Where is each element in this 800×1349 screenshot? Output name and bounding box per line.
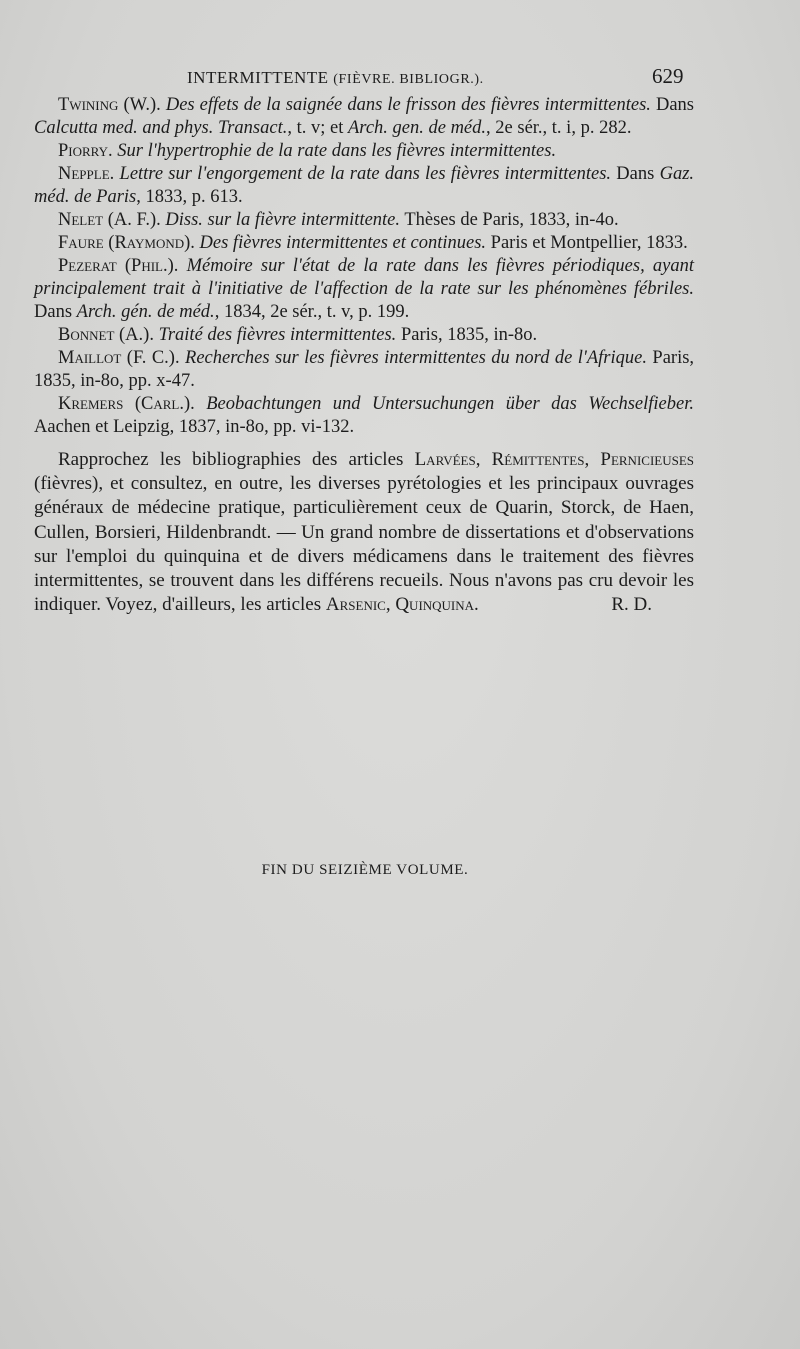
entry-text: Paris et Montpellier, 1833. <box>490 233 688 253</box>
entry-author: Nepple. <box>58 164 115 184</box>
entry-journal: Arch. gen. de méd. <box>348 118 487 138</box>
entry-text: Dans <box>655 95 695 115</box>
entry-title: Des fièvres intermittentes et continues. <box>199 233 487 253</box>
bibliography-entry <box>34 255 694 324</box>
bibliography-entry <box>34 324 694 347</box>
note-text: Rapprochez les bibliographies des articles <box>58 449 404 470</box>
entry-title: Lettre sur l'engorgement de la rate dans les fièvres intermittentes. <box>119 164 612 184</box>
entry-journal: Gaz. méd. de Paris <box>34 164 695 207</box>
running-head-title: INTERMITTENTE <box>187 68 329 87</box>
entry-author: Twining (W.). <box>58 95 161 115</box>
bibliography-list <box>34 94 694 636</box>
entry-text: Thèses de Paris, 1833, in-4o. <box>404 210 619 230</box>
cross-reference: Larvées <box>414 449 476 470</box>
entry-text: , 1834, 2e sér., t. v, p. 199. <box>214 302 410 322</box>
closing-note <box>34 448 694 617</box>
cross-reference: Rémittentes <box>491 449 585 470</box>
bibliography-entry <box>34 163 694 209</box>
running-head-subtitle: (FIÈVRE. BIBLIOGR.). <box>333 72 484 87</box>
entry-author: Faure (Raymond). <box>58 233 195 253</box>
entry-title: Beobachtungen und Untersuchungen über das Wechselfieber. <box>206 394 694 414</box>
entry-title: Traité des fièvres intermittentes. <box>158 325 397 345</box>
running-head <box>187 68 484 88</box>
entry-author: Nelet (A. F.). <box>58 210 161 230</box>
entry-title: Diss. sur la fièvre intermittente. <box>165 210 401 230</box>
note-text: , <box>475 449 481 470</box>
entry-text: Aachen et Leipzig, 1837, in-8o, pp. vi-132. <box>34 417 355 437</box>
entry-author: Kremers (Carl.). <box>58 394 195 414</box>
note-text: . <box>474 594 479 616</box>
author-signature: R. D. <box>611 594 652 616</box>
bibliography-entry <box>34 209 694 232</box>
note-text: , <box>584 449 590 470</box>
note-text: , <box>385 594 391 616</box>
entry-author: Bonnet (A.). <box>58 325 154 345</box>
end-of-volume: FIN DU SEIZIÈME VOLUME. <box>261 862 469 878</box>
entry-author: Maillot (F. C.). <box>58 348 180 368</box>
entry-title: Des effets de la saignée dans le frisson des fièvres intermittentes. <box>165 95 651 115</box>
cross-reference: Pernicieuses <box>600 449 695 470</box>
entry-journal: Arch. gén. de méd. <box>76 302 215 322</box>
note-text: (fièvres), et consultez, en outre, les diverses pyrétologies et les principaux ouvrages généraux de médecine pratique, particulièrement ceux de Quarin, Storck, de Haen, Cullen, Borsieri, Hildenbrandt. — Un grand nombre de dissertations et d'observations sur l'emploi du quinquina et de divers médicamens dans le traitement des fièvres intermittentes, se trouvent dans les différens recueils. Nous n'avons pas cru devoir les indiquer. Voyez, d'ailleurs, les articles <box>34 473 694 616</box>
bibliography-entry <box>34 393 694 439</box>
entry-title: Mémoire sur l'état de la rate dans les fièvres périodiques, ayant principalement trait à l'initiative de l'affection de la rate sur les phénomènes fébriles. <box>34 256 694 299</box>
bibliography-entry <box>34 140 694 163</box>
page-number: 629 <box>652 64 684 88</box>
entry-text: Dans <box>616 164 655 184</box>
entry-text: Dans <box>34 302 73 322</box>
bibliography-entry <box>34 232 694 255</box>
entry-text: , 1833, p. 613. <box>136 187 243 207</box>
entry-title: Recherches sur les fièvres intermittentes du nord de l'Afrique. <box>185 348 647 368</box>
entry-text: , t. v; et <box>287 118 344 138</box>
bibliography-entry <box>34 347 694 393</box>
page-header <box>0 64 800 94</box>
entry-title: Sur l'hypertrophie de la rate dans les fièvres intermittentes. <box>117 141 557 161</box>
entry-text: , 2e sér., t. i, p. 282. <box>486 118 632 138</box>
entry-author: Pezerat (Phil.). <box>58 256 179 276</box>
cross-reference: Arsenic <box>325 594 386 616</box>
bibliography-entry <box>34 94 694 140</box>
cross-reference: Quinquina <box>395 594 475 616</box>
entry-author: Piorry. <box>58 141 113 161</box>
entry-text: Paris, 1835, in-8o. <box>400 325 538 345</box>
entry-text: Paris, 1835, in-8o, pp. x-47. <box>34 348 695 391</box>
entry-journal: Calcutta med. and phys. Transact. <box>34 118 288 138</box>
